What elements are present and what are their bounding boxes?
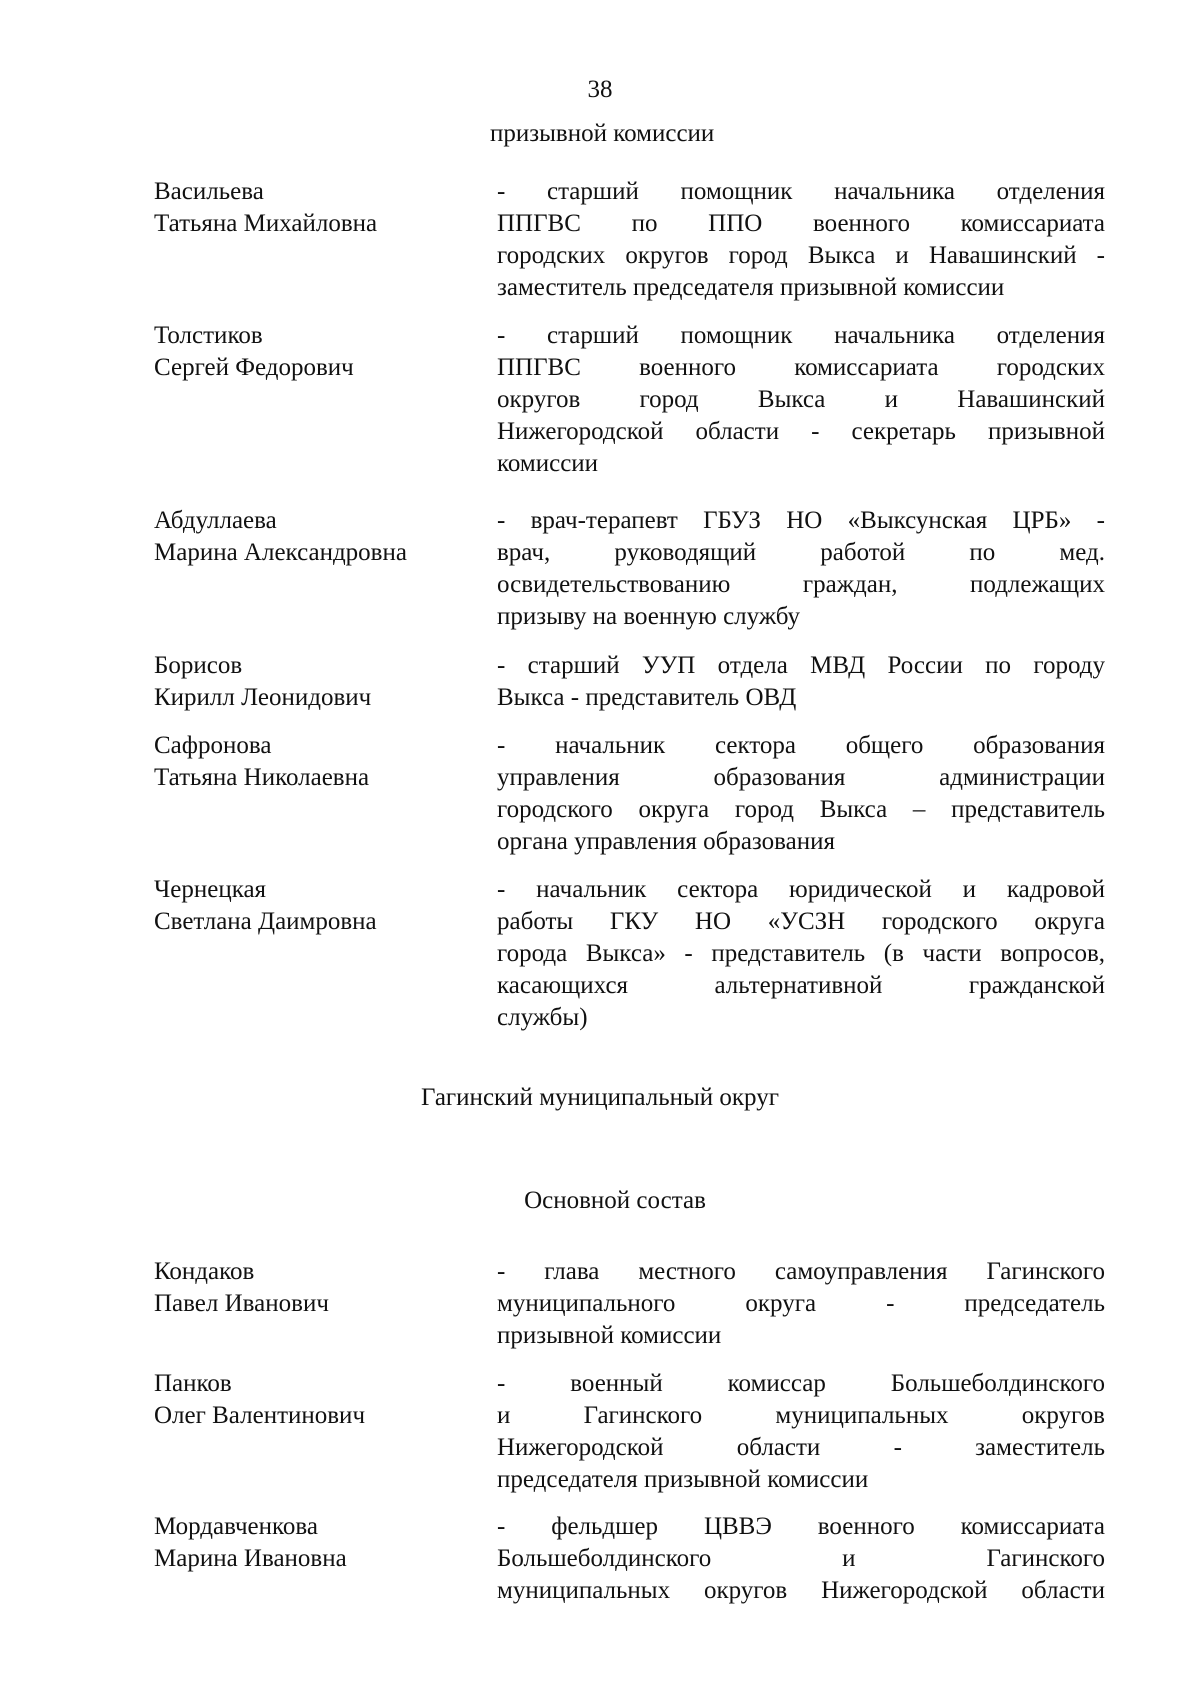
- role-line: Большеболдинского и Гагинского: [497, 1545, 1105, 1572]
- member-role: [497, 650, 1105, 714]
- role-line: округов город Выкса и Навашинский: [497, 386, 1105, 413]
- member-surname: Толстиков: [154, 322, 263, 349]
- role-line: касающихся альтернативной гражданской: [497, 972, 1105, 999]
- member-name: [154, 874, 474, 938]
- role-line: комиссии: [497, 450, 599, 477]
- role-line: ППГВС по ППО военного комиссариата: [497, 210, 1105, 237]
- member-role: [497, 730, 1105, 858]
- member-surname: Панков: [154, 1370, 232, 1397]
- role-line: призывной комиссии: [497, 1322, 722, 1349]
- role-line: работы ГКУ НО «УСЗН городского округа: [497, 908, 1105, 935]
- member-name: [154, 320, 474, 384]
- member-surname: Васильева: [154, 178, 264, 205]
- member-name: [154, 730, 474, 794]
- member-surname: Чернецкая: [154, 876, 267, 903]
- member-given-names: Татьяна Николаевна: [154, 764, 370, 791]
- role-line: - военный комиссар Большеболдинского: [497, 1370, 1105, 1397]
- member-given-names: Павел Иванович: [154, 1290, 329, 1317]
- role-line: органа управления образования: [497, 828, 835, 855]
- member-role: [497, 505, 1105, 633]
- role-line: - старший УУП отдела МВД России по городу: [497, 652, 1105, 679]
- member-surname: Абдуллаева: [154, 507, 277, 534]
- role-line: Нижегородской области - секретарь призывной: [497, 418, 1105, 445]
- role-line: управления образования администрации: [497, 764, 1105, 791]
- member-given-names: Марина Александровна: [154, 539, 407, 566]
- page-number: 38: [587, 76, 613, 103]
- role-line: - врач-терапевт ГБУЗ НО «Выксунская ЦРБ» -: [497, 507, 1105, 534]
- district-heading: Гагинский муниципальный округ: [421, 1084, 779, 1111]
- member-given-names: Марина Ивановна: [154, 1545, 347, 1572]
- member-role: [497, 1256, 1105, 1352]
- role-line: председателя призывной комиссии: [497, 1466, 869, 1493]
- member-name: [154, 1368, 474, 1432]
- role-line: муниципального округа - председатель: [497, 1290, 1105, 1317]
- role-line: города Выкса» - представитель (в части вопросов,: [497, 940, 1105, 967]
- member-name: [154, 1511, 474, 1575]
- member-role: [497, 1511, 1105, 1607]
- role-line: призыву на военную службу: [497, 603, 801, 630]
- role-line: Выкса - представитель ОВД: [497, 684, 797, 711]
- role-line: и Гагинского муниципальных округов: [497, 1402, 1105, 1429]
- member-name: [154, 1256, 474, 1320]
- role-line: ППГВС военного комиссариата городских: [497, 354, 1105, 381]
- role-line: муниципальных округов Нижегородской области: [497, 1577, 1105, 1604]
- role-line: - начальник сектора юридической и кадровой: [497, 876, 1105, 903]
- role-line: освидетельствованию граждан, подлежащих: [497, 571, 1105, 598]
- member-given-names: Татьяна Михайловна: [154, 210, 378, 237]
- member-given-names: Олег Валентинович: [154, 1402, 366, 1429]
- role-line: - фельдшер ЦВВЭ военного комиссариата: [497, 1513, 1105, 1540]
- member-surname: Борисов: [154, 652, 243, 679]
- member-surname: Мордавченкова: [154, 1513, 318, 1540]
- member-surname: Сафронова: [154, 732, 272, 759]
- member-role: [497, 176, 1105, 304]
- role-line: - старший помощник начальника отделения: [497, 322, 1105, 349]
- member-given-names: Сергей Федорович: [154, 354, 354, 381]
- role-line: врач, руководящий работой по мед.: [497, 539, 1105, 566]
- member-surname: Кондаков: [154, 1258, 255, 1285]
- role-line: службы): [497, 1004, 588, 1031]
- member-role: [497, 320, 1105, 480]
- role-line: городского округа город Выкса – представитель: [497, 796, 1105, 823]
- role-line: - глава местного самоуправления Гагинского: [497, 1258, 1105, 1285]
- member-given-names: Кирилл Леонидович: [154, 684, 372, 711]
- role-line: заместитель председателя призывной комиссии: [497, 274, 1005, 301]
- member-name: [154, 650, 474, 714]
- member-name: [154, 176, 474, 240]
- member-role: [497, 1368, 1105, 1496]
- role-line: Нижегородской области - заместитель: [497, 1434, 1105, 1461]
- role-line: - начальник сектора общего образования: [497, 732, 1105, 759]
- composition-heading: Основной состав: [524, 1187, 706, 1214]
- role-line: - старший помощник начальника отделения: [497, 178, 1105, 205]
- role-line: городских округов город Выкса и Навашинский -: [497, 242, 1105, 269]
- member-name: [154, 505, 474, 569]
- continuation-text: призывной комиссии: [490, 120, 715, 147]
- member-given-names: Светлана Даимровна: [154, 908, 377, 935]
- member-role: [497, 874, 1105, 1034]
